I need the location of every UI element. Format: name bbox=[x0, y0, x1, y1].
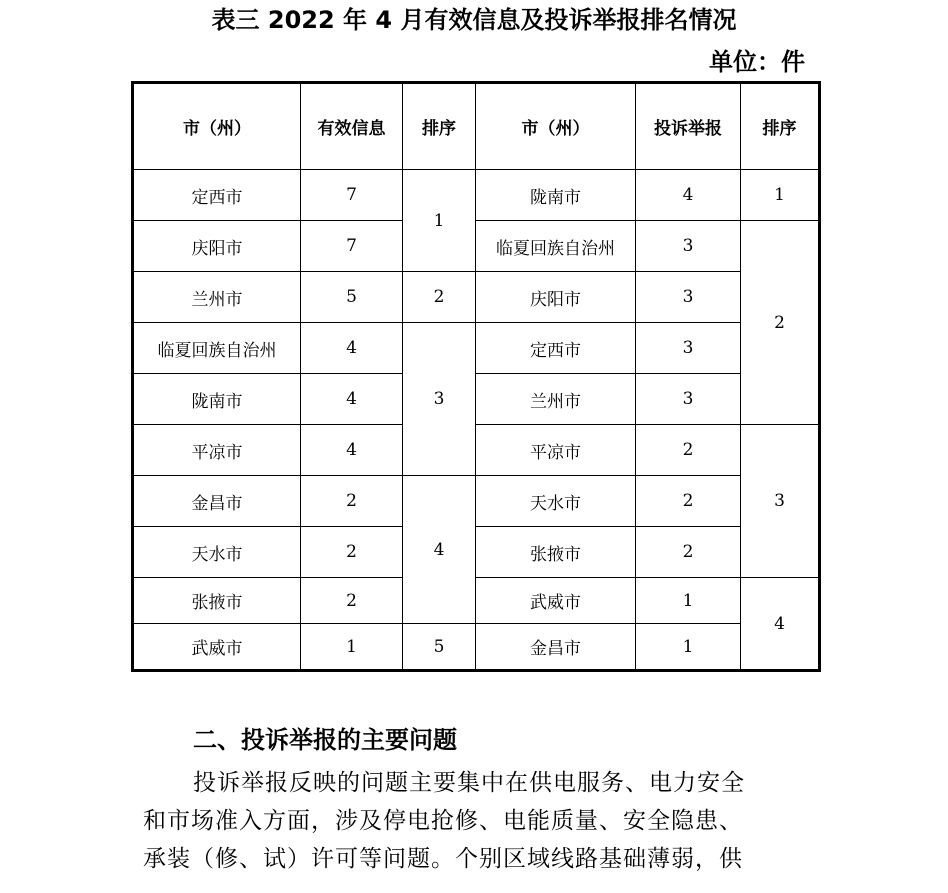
left-rank-cell: 1 bbox=[403, 170, 476, 272]
right-rank-cell: 4 bbox=[741, 578, 820, 671]
header-complaints: 投诉举报 bbox=[636, 83, 741, 170]
right-rank-cell: 1 bbox=[741, 170, 820, 221]
left-city-cell: 平凉市 bbox=[133, 425, 301, 476]
right-city-cell: 武威市 bbox=[476, 578, 636, 624]
ranking-table bbox=[131, 81, 821, 672]
left-rank-cell: 2 bbox=[403, 272, 476, 323]
left-rank-cell: 3 bbox=[403, 323, 476, 476]
left-city-cell: 庆阳市 bbox=[133, 221, 301, 272]
left-rank-cell: 4 bbox=[403, 476, 476, 624]
left-city-cell: 临夏回族自治州 bbox=[133, 323, 301, 374]
left-count-cell: 1 bbox=[301, 624, 403, 671]
header-city-left: 市（州） bbox=[133, 83, 301, 170]
right-city-cell: 天水市 bbox=[476, 476, 636, 527]
left-city-cell: 陇南市 bbox=[133, 374, 301, 425]
right-city-cell: 兰州市 bbox=[476, 374, 636, 425]
right-city-cell: 陇南市 bbox=[476, 170, 636, 221]
right-city-cell: 平凉市 bbox=[476, 425, 636, 476]
left-count-cell: 5 bbox=[301, 272, 403, 323]
right-count-cell: 1 bbox=[636, 624, 741, 671]
right-count-cell: 1 bbox=[636, 578, 741, 624]
right-count-cell: 3 bbox=[636, 221, 741, 272]
right-rank-cell: 2 bbox=[741, 221, 820, 425]
table-row bbox=[133, 323, 820, 374]
table-row bbox=[133, 624, 820, 671]
right-count-cell: 2 bbox=[636, 425, 741, 476]
table-row bbox=[133, 476, 820, 527]
table-row bbox=[133, 578, 820, 624]
left-count-cell: 7 bbox=[301, 170, 403, 221]
unit-label: 单位：件 bbox=[709, 48, 805, 76]
table-row bbox=[133, 527, 820, 578]
right-rank-cell: 3 bbox=[741, 425, 820, 578]
right-count-cell: 3 bbox=[636, 323, 741, 374]
right-city-cell: 定西市 bbox=[476, 323, 636, 374]
left-city-cell: 金昌市 bbox=[133, 476, 301, 527]
left-count-cell: 2 bbox=[301, 578, 403, 624]
body-paragraph bbox=[143, 764, 805, 878]
paragraph-line: 承装（修、试）许可等问题。个别区域线路基础薄弱，供 bbox=[143, 846, 743, 872]
left-count-cell: 7 bbox=[301, 221, 403, 272]
right-city-cell: 庆阳市 bbox=[476, 272, 636, 323]
section-heading: 二、投诉举报的主要问题 bbox=[193, 726, 457, 754]
right-count-cell: 2 bbox=[636, 527, 741, 578]
left-count-cell: 4 bbox=[301, 323, 403, 374]
right-count-cell: 3 bbox=[636, 374, 741, 425]
table-header-row bbox=[133, 83, 820, 170]
left-rank-cell: 5 bbox=[403, 624, 476, 671]
right-count-cell: 4 bbox=[636, 170, 741, 221]
table-row bbox=[133, 272, 820, 323]
left-count-cell: 4 bbox=[301, 374, 403, 425]
table-row bbox=[133, 374, 820, 425]
header-rank-right: 排序 bbox=[741, 83, 820, 170]
paragraph-line: 和市场准入方面，涉及停电抢修、电能质量、安全隐患、 bbox=[143, 808, 743, 834]
table-row bbox=[133, 221, 820, 272]
left-count-cell: 2 bbox=[301, 476, 403, 527]
header-city-right: 市（州） bbox=[476, 83, 636, 170]
right-city-cell: 临夏回族自治州 bbox=[476, 221, 636, 272]
paragraph-line: 投诉举报反映的问题主要集中在供电服务、电力安全 bbox=[193, 770, 745, 796]
header-valid-info: 有效信息 bbox=[301, 83, 403, 170]
right-city-cell: 金昌市 bbox=[476, 624, 636, 671]
left-city-cell: 武威市 bbox=[133, 624, 301, 671]
right-count-cell: 2 bbox=[636, 476, 741, 527]
table-title: 表三 2022 年 4 月有效信息及投诉举报排名情况 bbox=[211, 6, 737, 34]
left-count-cell: 4 bbox=[301, 425, 403, 476]
left-city-cell: 张掖市 bbox=[133, 578, 301, 624]
left-city-cell: 定西市 bbox=[133, 170, 301, 221]
table-row bbox=[133, 425, 820, 476]
left-city-cell: 兰州市 bbox=[133, 272, 301, 323]
right-city-cell: 张掖市 bbox=[476, 527, 636, 578]
left-count-cell: 2 bbox=[301, 527, 403, 578]
header-rank-left: 排序 bbox=[403, 83, 476, 170]
table-row bbox=[133, 170, 820, 221]
left-city-cell: 天水市 bbox=[133, 527, 301, 578]
right-count-cell: 3 bbox=[636, 272, 741, 323]
